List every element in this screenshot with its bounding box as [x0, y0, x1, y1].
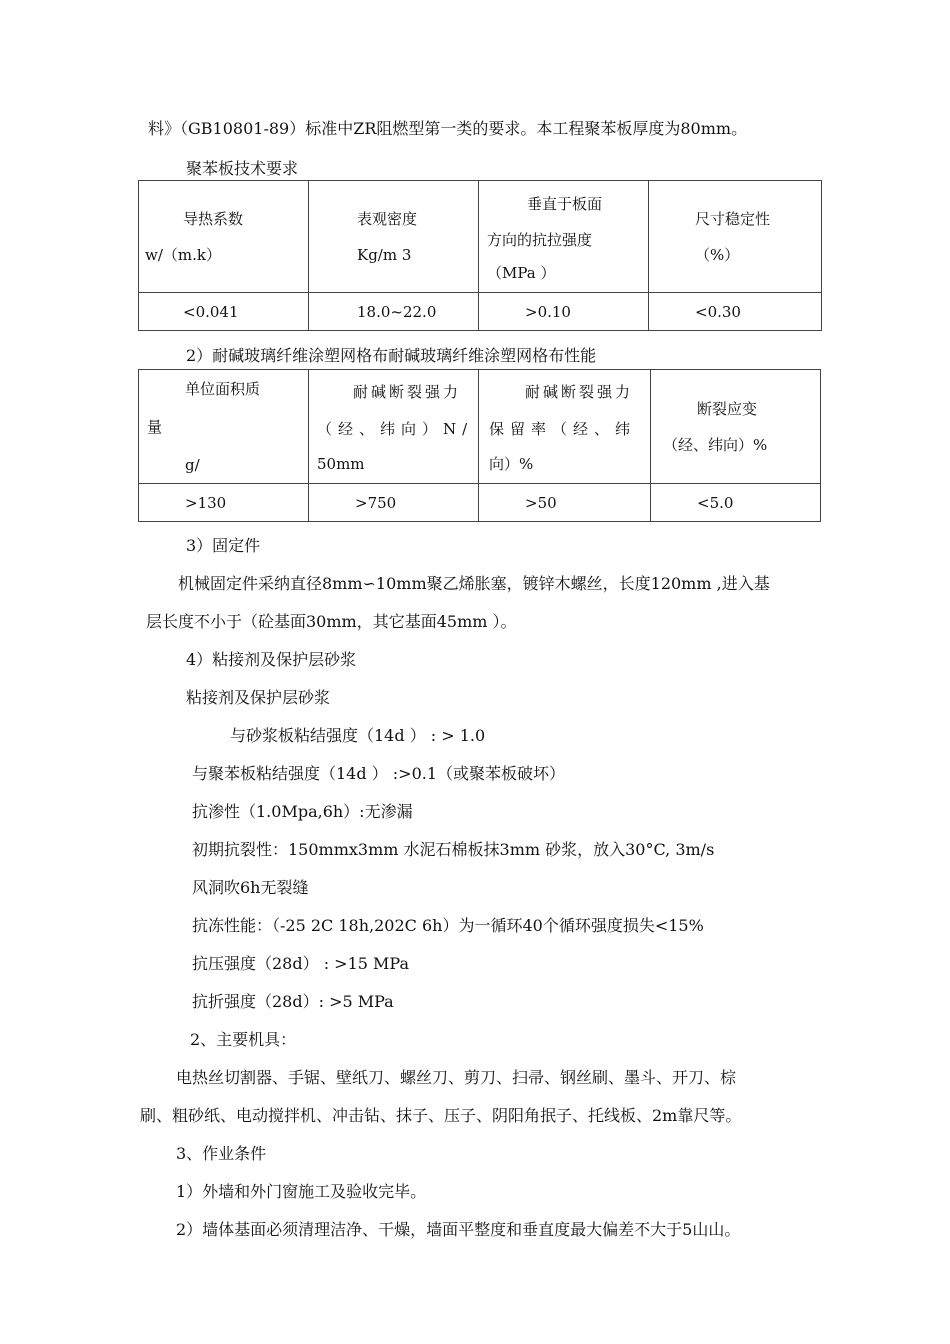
spec-item: 与聚苯板粘结强度（14d ） :>0.1（或聚苯板破坏）: [192, 764, 566, 783]
section-heading: 2、主要机具：: [190, 1030, 297, 1049]
header-unit: （MPa ）: [487, 263, 556, 282]
cell-value: <0.30: [695, 302, 741, 321]
table-header-cell: [139, 370, 309, 484]
spec-item: 抗冻性能：（-25 2C 18h,202C 6h）为一循环40个循环强度损失<15%: [192, 916, 704, 935]
header-unit: g/: [185, 455, 200, 474]
header-text: 垂直于板面: [527, 194, 603, 213]
header-unit: （%）: [695, 245, 740, 264]
table-cell: [139, 484, 309, 522]
header-text: 尺寸稳定性: [695, 209, 771, 228]
header-text: （经、纬向）N/: [317, 419, 474, 438]
table-header-cell: [479, 370, 651, 484]
section-heading: 3）固定件: [186, 536, 261, 555]
text-line: 刷、粗砂纸、电动搅拌机、冲击钻、抹子、压子、阴阳角抿子、托线板、2m靠尺等。: [140, 1106, 742, 1125]
header-unit: 50mm: [317, 454, 365, 473]
section-heading: 3、作业条件: [176, 1144, 267, 1163]
table-cell: [479, 293, 649, 331]
table-header-cell: [309, 370, 479, 484]
cell-value: 18.0~22.0: [357, 302, 437, 321]
header-unit: w/（m.k）: [145, 245, 221, 264]
cell-value: >50: [525, 493, 557, 512]
table-cell: [139, 293, 309, 331]
text-line: 层长度不小于（砼基面30mm，其它基面45mm ）。: [146, 612, 517, 631]
header-text: 量: [147, 417, 163, 436]
table-header-cell: [649, 181, 822, 293]
text-line: 1）外墙和外门窗施工及验收完毕。: [176, 1182, 427, 1201]
table-header-cell: [651, 370, 821, 484]
header-unit: （经、纬向）%: [663, 435, 768, 454]
header-text: 耐碱断裂强力: [525, 382, 634, 401]
header-unit: Kg/m 3: [357, 245, 412, 264]
cell-value: >0.10: [525, 302, 571, 321]
polystyrene-spec-table: [138, 180, 822, 331]
text-line: 料》（GB10801-89）标准中ZR阻燃型第一类的要求。本工程聚苯板厚度为80mm。: [148, 119, 748, 138]
header-text: 耐碱断裂强力: [353, 382, 462, 401]
table-header-cell: [309, 181, 479, 293]
table-cell: [309, 293, 479, 331]
section-heading: 2）耐碱玻璃纤维涂塑网格布耐碱玻璃纤维涂塑网格布性能: [186, 346, 597, 365]
text-line: 电热丝切割器、手锯、壁纸刀、螺丝刀、剪刀、扫帚、钢丝刷、墨斗、开刀、棕: [176, 1068, 737, 1087]
cell-value: >130: [185, 493, 227, 512]
table-cell: [651, 484, 821, 522]
table-header-cell: [139, 181, 309, 293]
spec-item: 与砂浆板粘结强度（14d ） : > 1.0: [230, 726, 486, 745]
spec-item: 风洞吹6h无裂缝: [192, 878, 309, 897]
cell-value: <5.0: [697, 493, 734, 512]
spec-item: 初期抗裂性：150mmx3mm 水泥石棉板抹3mm 砂浆，放入30°C, 3m/s: [192, 840, 715, 859]
table-cell: [309, 484, 479, 522]
header-text: 表观密度: [357, 209, 418, 228]
header-text: 断裂应变: [697, 399, 758, 418]
mesh-performance-table: [138, 369, 821, 522]
table-caption: 聚苯板技术要求: [186, 159, 299, 178]
cell-value: <0.041: [183, 302, 239, 321]
header-text: 导热系数: [183, 209, 244, 228]
table-header-cell: [479, 181, 649, 293]
cell-value: >750: [355, 493, 397, 512]
header-text: 保留率（经、纬: [489, 419, 637, 438]
text-line: 2）墙体基面必须清理洁净、干燥，墙面平整度和垂直度最大偏差不大于5山山。: [176, 1220, 741, 1239]
header-unit: 向）%: [489, 454, 534, 473]
spec-item: 抗折强度（28d）: >5 MPa: [192, 992, 394, 1011]
table-cell: [479, 484, 651, 522]
table-cell: [649, 293, 822, 331]
spec-item: 抗压强度（28d） : >15 MPa: [192, 954, 409, 973]
text-line: 粘接剂及保护层砂浆: [186, 688, 331, 707]
section-heading: 4）粘接剂及保护层砂浆: [186, 650, 357, 669]
header-text: 方向的抗拉强度: [487, 230, 593, 249]
header-text: 单位面积质: [185, 379, 261, 398]
text-line: 机械固定件采纳直径8mm∽10mm聚乙烯胀塞，镀锌木螺丝，长度120mm ,进入基: [178, 574, 770, 593]
spec-item: 抗渗性（1.0Mpa,6h）:无渗漏: [192, 802, 413, 821]
